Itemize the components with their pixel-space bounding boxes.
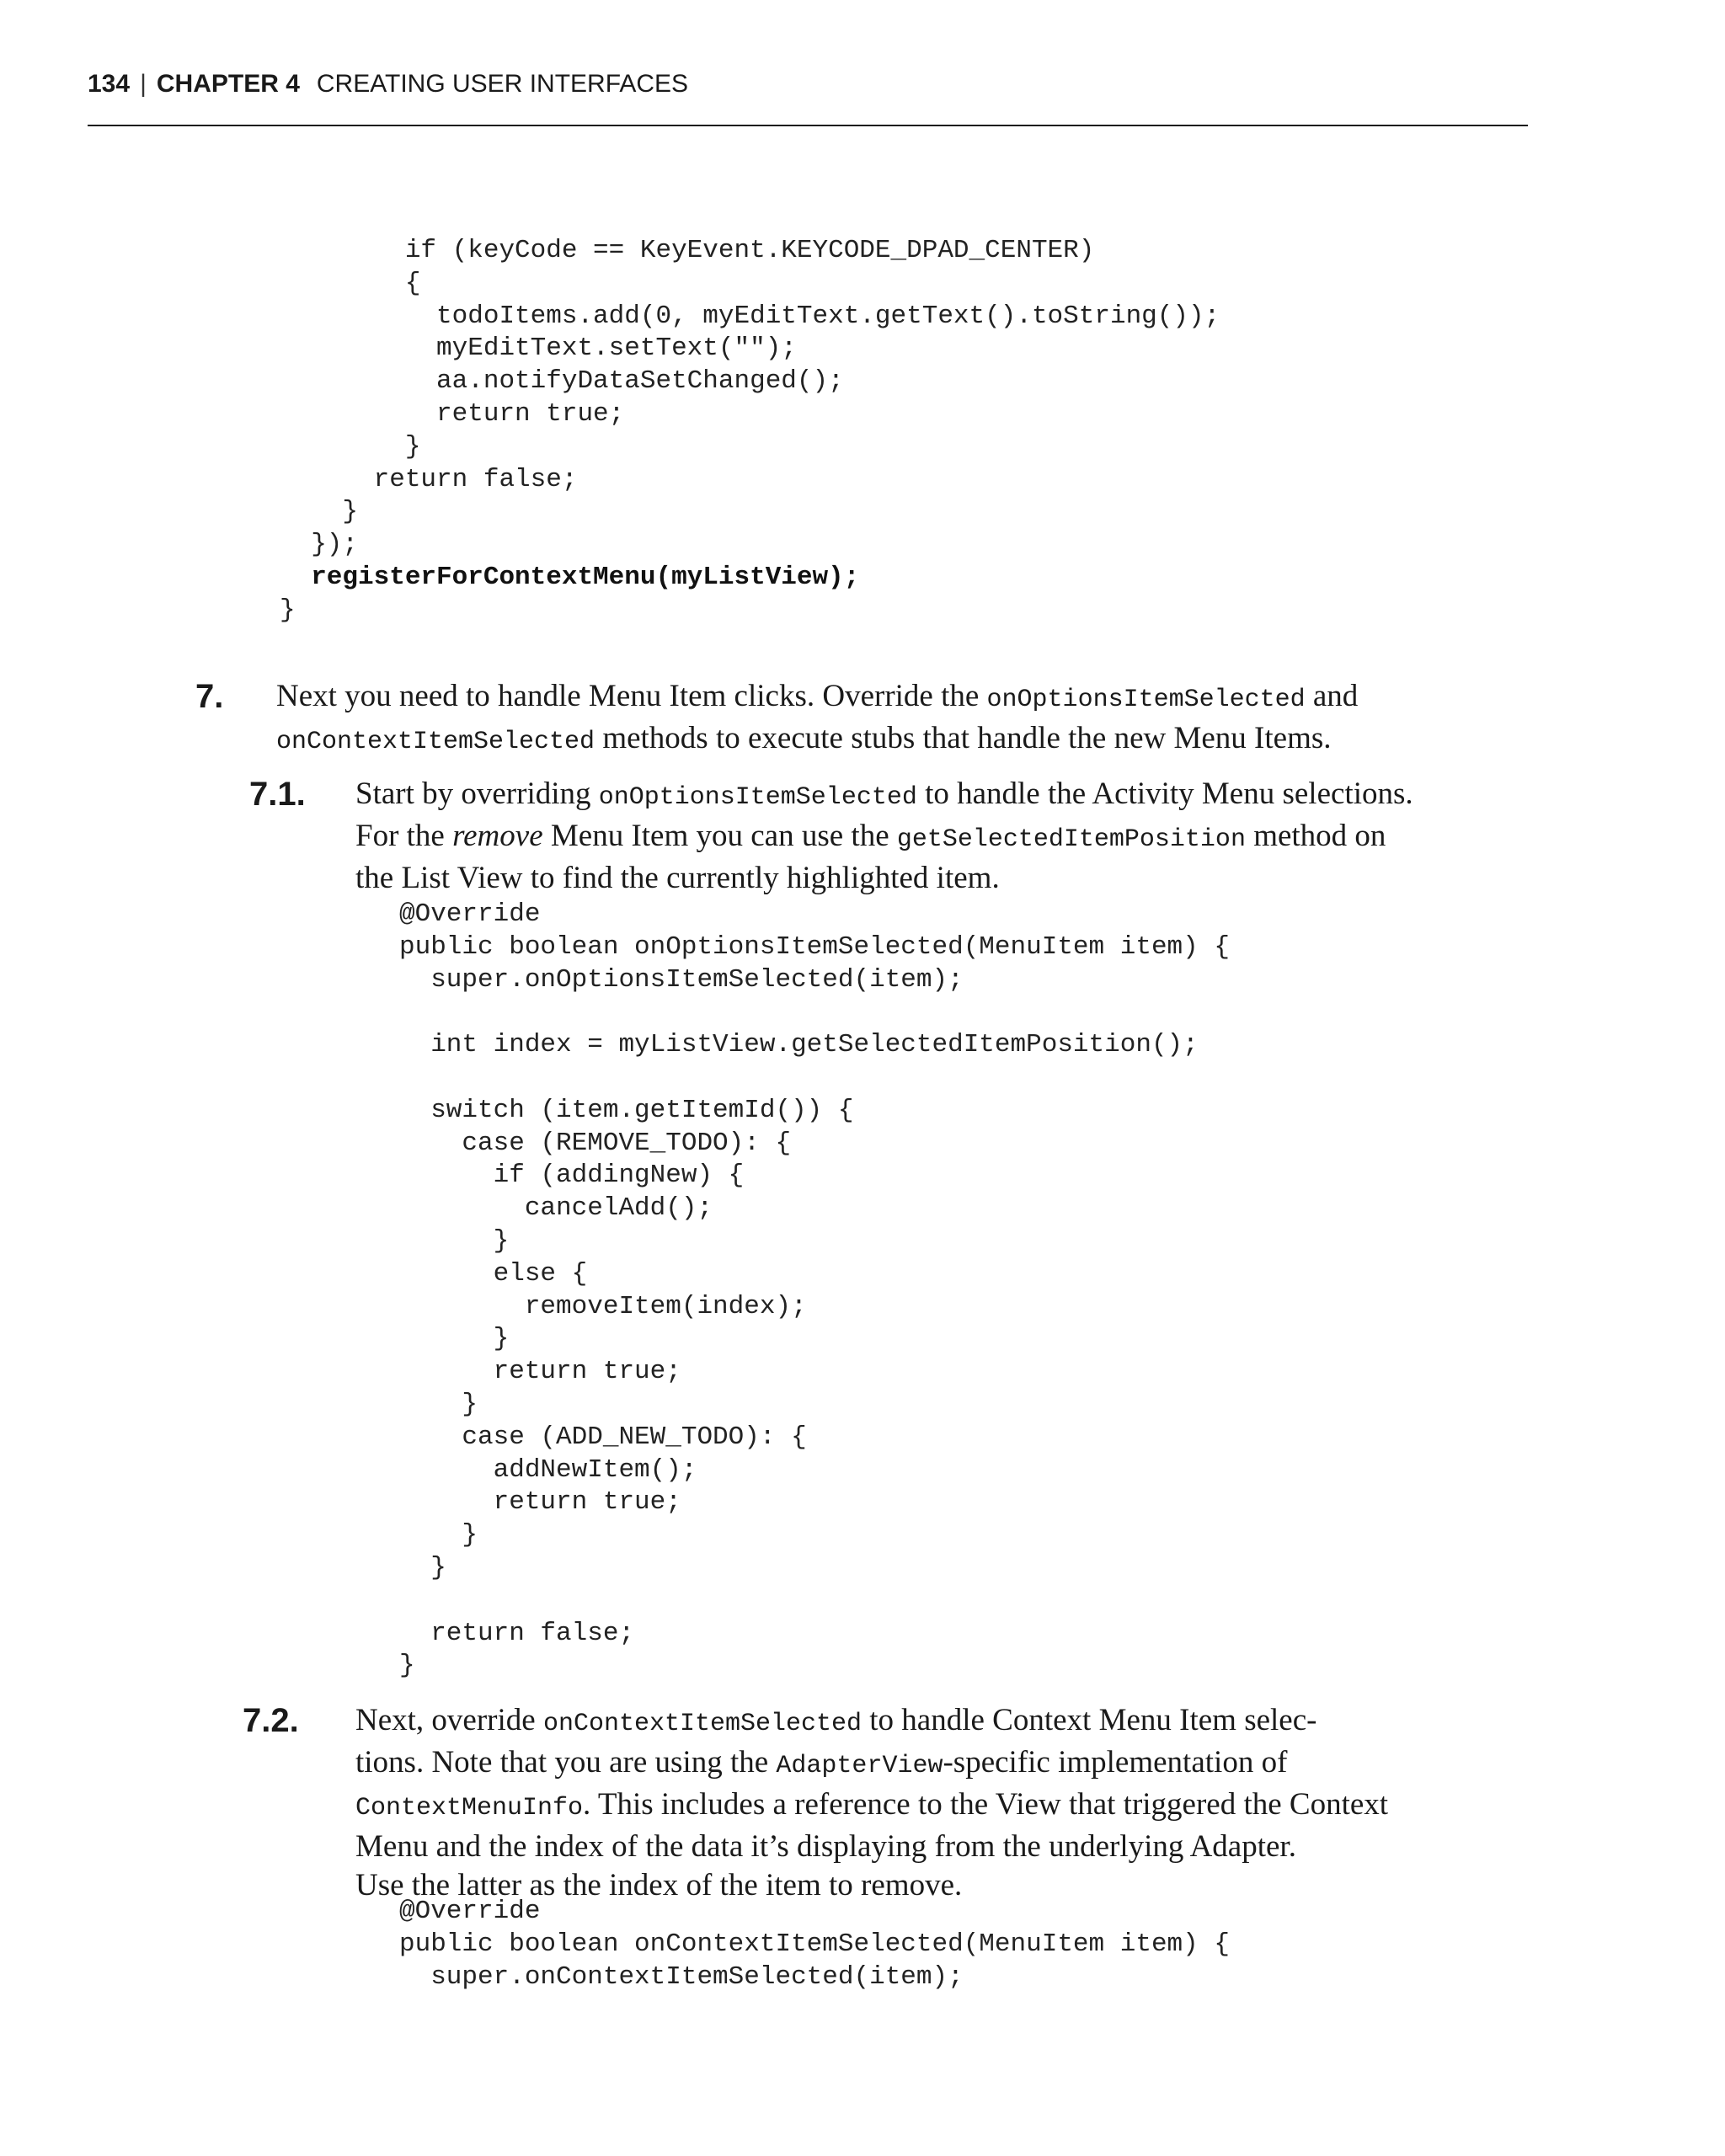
step-7-1-line-2: For the remove Menu Item you can use the getSelectedItemPosition method on — [355, 819, 1386, 854]
step-7-line-1: Next you need to handle Menu Item clicks. Override the onOptionsItemSelected and — [276, 679, 1359, 714]
running-header — [88, 66, 1528, 126]
step-7-1-text — [355, 775, 1413, 898]
header-text — [88, 66, 688, 103]
step-7-2-line-2: tions. Note that you are using the AdapterView-specific implementation of — [355, 1745, 1288, 1780]
step-7-2-number: 7.2. — [243, 1702, 299, 1739]
code-block-1 — [280, 235, 1220, 627]
header-rule — [88, 125, 1528, 126]
code-closing-brace: } — [280, 595, 296, 625]
step-7-1-line-1: Start by overriding onOptionsItemSelected to handle the Activity Menu selections. — [355, 776, 1413, 812]
chapter-title: CREATING USER INTERFACES — [316, 70, 689, 98]
step-7-2-text — [355, 1701, 1388, 1905]
code-bold-line: registerForContextMenu(myListView); — [280, 562, 860, 592]
code-block-2: @Override public boolean onOptionsItemSelected(MenuItem item) { super.onOptionsItemSelected(item); int index = myListView.getSelectedItemPosition(); switch (item.getItemId()) { case (REMOVE_TODO): { if (addingNew) { cancelAdd(); } else { removeItem(index); } return true; } case (ADD_NEW_TODO): { addNewItem(); return true; } } return false; } — [399, 899, 1230, 1681]
step-7-1-line-3: the List View to find the currently highlighted item. — [355, 861, 1000, 895]
code-block-3: @Override public boolean onContextItemSelected(MenuItem item) { super.onContextItemSelected(item); — [399, 1897, 1230, 1992]
step-7-2-line-5: Use the latter as the index of the item to remove. — [355, 1868, 963, 1903]
step-7-number: 7. — [195, 678, 224, 715]
code-block-1-body: if (keyCode == KeyEvent.KEYCODE_DPAD_CENTER) { todoItems.add(0, myEditText.getText().toString()); myEditText.setText(""); aa.notifyDataSetChanged(); return true; } return false; } }); — [311, 236, 1220, 560]
chapter-label: CHAPTER 4 — [156, 70, 300, 98]
step-7-text — [276, 677, 1358, 761]
step-7-2-line-1: Next, override onContextItemSelected to handle Context Menu Item selec- — [355, 1703, 1317, 1738]
header-separator: | — [140, 70, 147, 98]
step-7-2-line-4: Menu and the index of the data it’s displaying from the underlying Adapter. — [355, 1829, 1296, 1864]
step-7-1-number: 7.1. — [249, 776, 306, 813]
step-7-2-line-3: ContextMenuInfo. This includes a reference to the View that triggered the Context — [355, 1787, 1389, 1822]
page-number: 134 — [88, 70, 131, 98]
step-7-line-2: onContextItemSelected methods to execute stubs that handle the new Menu Items. — [276, 721, 1332, 756]
